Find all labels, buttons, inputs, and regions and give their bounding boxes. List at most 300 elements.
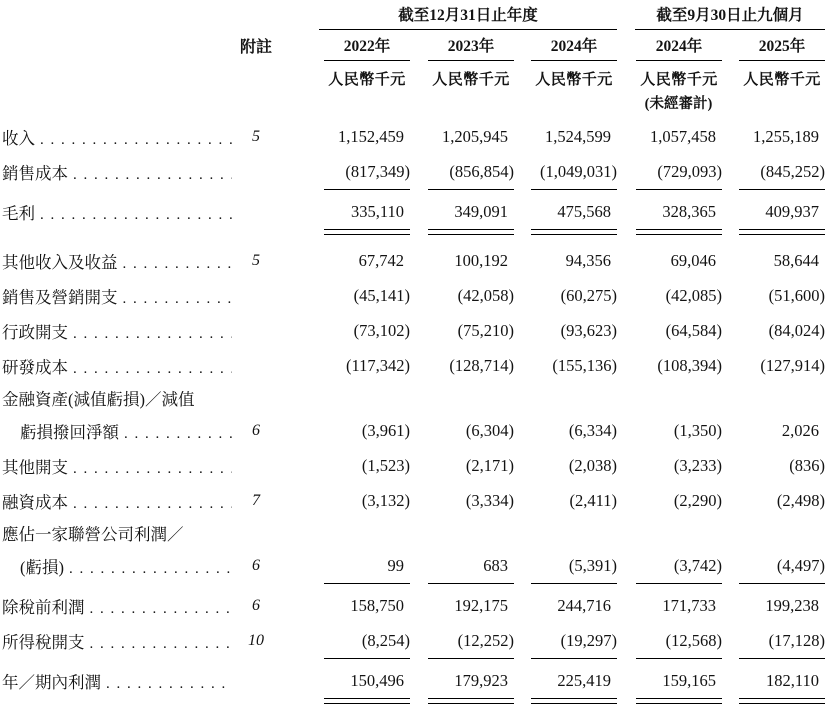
row-label	[2, 521, 234, 545]
value-cell	[722, 154, 825, 189]
group-gap	[617, 383, 635, 413]
cell-value: (817,349)	[345, 161, 410, 181]
cell-value: (60,275)	[560, 285, 618, 305]
cell-value: 94,356	[565, 250, 612, 270]
column-rule	[531, 189, 617, 190]
row-note	[234, 194, 278, 229]
group-gap	[617, 0, 635, 30]
row-label	[2, 160, 234, 184]
value-cell	[514, 154, 617, 189]
value-cell	[410, 588, 514, 623]
row-note	[234, 383, 278, 413]
table-body	[2, 119, 825, 706]
table-row	[2, 518, 825, 548]
row-label-cell	[2, 243, 234, 278]
value-cell	[514, 663, 617, 698]
row-label	[2, 249, 234, 273]
value-cell	[722, 278, 825, 313]
value-cell	[635, 663, 722, 698]
value-cell	[514, 119, 617, 154]
dot-leader	[64, 558, 232, 578]
row-label-text: 其他開支	[2, 457, 68, 477]
group-gap	[617, 623, 635, 658]
row-label-text: 年／期內利潤	[2, 672, 101, 692]
value-cell	[635, 448, 722, 483]
group-gap	[617, 348, 635, 383]
row-label	[2, 489, 234, 513]
dot-leader	[101, 673, 232, 693]
row-label-text: 銷售及營銷開支	[2, 287, 118, 307]
value-cell	[278, 154, 410, 189]
cell-value: 179,923	[454, 670, 508, 690]
value-cell	[278, 623, 410, 658]
unit-label: 人民幣千元	[743, 71, 821, 88]
value-cell	[635, 154, 722, 189]
value-cell	[635, 483, 722, 518]
value-cell	[410, 663, 514, 698]
dot-leader	[119, 423, 232, 443]
group-gap	[617, 243, 635, 278]
row-label-text: 收入	[2, 128, 35, 148]
column-rule	[428, 60, 514, 61]
unit-label: 人民幣千元	[432, 71, 510, 88]
cell-value: (1,049,031)	[540, 161, 618, 181]
row-label-cell	[2, 413, 234, 448]
table-row	[2, 548, 825, 583]
cell-value: (45,141)	[353, 285, 410, 305]
column-rule	[531, 698, 617, 704]
value-cell	[514, 483, 617, 518]
value-cell	[722, 348, 825, 383]
dot-leader	[35, 204, 232, 224]
column-rule	[739, 189, 825, 190]
table-row	[2, 448, 825, 483]
dot-leader	[68, 358, 232, 378]
value-cell	[278, 413, 410, 448]
cell-value: (3,961)	[361, 420, 410, 440]
group-annual-title: 截至12月31日止年度	[319, 3, 617, 30]
value-cell	[410, 448, 514, 483]
cell-value: 100,192	[454, 250, 508, 270]
cell-value: 171,733	[662, 595, 717, 615]
dot-leader	[68, 493, 232, 513]
value-cell	[278, 483, 410, 518]
value-cell	[722, 663, 825, 698]
column-rule	[739, 583, 825, 584]
row-label-cell	[2, 348, 234, 383]
rule-row	[2, 229, 825, 237]
year-label-9m2025: 2025年	[758, 38, 806, 55]
row-note	[234, 313, 278, 348]
value-cell	[635, 548, 722, 583]
period-group-row	[2, 0, 825, 30]
table-row	[2, 588, 825, 623]
column-rule	[636, 229, 722, 235]
column-rule	[324, 583, 410, 584]
cell-value: 1,524,599	[545, 126, 612, 146]
row-label-cell	[2, 663, 234, 698]
cell-value: (729,093)	[657, 161, 723, 181]
row-label	[2, 419, 234, 443]
cell-value: (4,497)	[776, 555, 826, 575]
row-note: 5	[252, 251, 260, 269]
value-cell	[514, 194, 617, 229]
rule-row	[2, 698, 825, 706]
row-label	[2, 554, 234, 578]
cell-value: (42,085)	[665, 285, 723, 305]
value-cell	[278, 548, 410, 583]
column-rule	[636, 658, 722, 659]
row-label-cell	[2, 588, 234, 623]
table-row	[2, 154, 825, 189]
row-label-text: 所得稅開支	[2, 632, 85, 652]
value-cell	[635, 413, 722, 448]
cell-value: (6,304)	[465, 420, 514, 440]
cell-value: (3,233)	[673, 455, 723, 475]
currency-unit-row	[2, 64, 825, 92]
row-note	[234, 518, 278, 548]
dot-leader	[35, 129, 232, 149]
column-rule	[636, 60, 722, 61]
row-label	[2, 354, 234, 378]
cell-value: 182,110	[766, 670, 820, 690]
value-cell	[635, 588, 722, 623]
value-cell	[722, 383, 825, 413]
value-cell	[410, 348, 514, 383]
table-row	[2, 663, 825, 698]
cell-value: (8,254)	[361, 630, 410, 650]
cell-value: 1,255,189	[753, 126, 820, 146]
value-cell	[278, 313, 410, 348]
dot-leader	[85, 598, 233, 618]
cell-value: 199,238	[765, 595, 820, 615]
unaudited-row	[2, 92, 825, 114]
row-note: 6	[252, 421, 260, 439]
cell-value: (1,523)	[361, 455, 410, 475]
value-cell	[722, 313, 825, 348]
table-row	[2, 413, 825, 448]
value-cell	[514, 413, 617, 448]
table-header	[2, 0, 825, 119]
value-cell	[722, 243, 825, 278]
value-cell	[635, 313, 722, 348]
group-gap	[617, 483, 635, 518]
cell-value: (6,334)	[568, 420, 618, 440]
group-gap	[617, 588, 635, 623]
value-cell	[410, 548, 514, 583]
table-row	[2, 243, 825, 278]
value-cell	[278, 588, 410, 623]
column-rule	[531, 229, 617, 235]
dot-leader	[68, 458, 232, 478]
cell-value: 1,152,459	[338, 126, 404, 146]
dot-leader	[85, 633, 233, 653]
group-gap	[617, 413, 635, 448]
column-rule	[531, 583, 617, 584]
row-note: 6	[252, 556, 260, 574]
cell-value: 158,750	[350, 595, 404, 615]
cell-value: 99	[387, 555, 404, 575]
cell-value: (5,391)	[568, 555, 618, 575]
row-note	[234, 278, 278, 313]
cell-value: (845,252)	[760, 161, 826, 181]
column-rule	[324, 189, 410, 190]
cell-value: (108,394)	[657, 355, 723, 375]
cell-value: 1,205,945	[442, 126, 508, 146]
cell-value: 192,175	[454, 595, 508, 615]
value-cell	[514, 313, 617, 348]
table-row	[2, 623, 825, 658]
column-rule	[531, 658, 617, 659]
cell-value: (2,411)	[569, 490, 618, 510]
cell-value: (51,600)	[768, 285, 826, 305]
income-statement-table	[2, 0, 825, 706]
row-label-text: 銷售成本	[2, 163, 68, 183]
year-row	[2, 30, 825, 60]
value-cell	[410, 154, 514, 189]
cell-value: (1,350)	[673, 420, 723, 440]
group-gap	[617, 448, 635, 483]
year-cell	[722, 30, 825, 60]
cell-value: 328,365	[662, 201, 717, 221]
row-note: 6	[252, 596, 260, 614]
column-rule	[428, 658, 514, 659]
cell-value: (3,334)	[465, 490, 514, 510]
cell-value: (73,102)	[353, 320, 410, 340]
table-row	[2, 483, 825, 518]
column-rule	[428, 189, 514, 190]
value-cell	[722, 448, 825, 483]
group-gap	[617, 518, 635, 548]
row-label	[2, 386, 234, 410]
value-cell	[278, 518, 410, 548]
value-cell	[410, 483, 514, 518]
year-label-9m2024: 2024年	[655, 38, 703, 55]
unit-label: 人民幣千元	[535, 71, 613, 88]
row-label-cell	[2, 154, 234, 189]
column-rule	[324, 60, 410, 61]
row-label-cell	[2, 483, 234, 518]
row-label-text: 金融資產(減值虧損)／減值	[2, 390, 195, 409]
cell-value: (12,252)	[457, 630, 514, 650]
value-cell	[722, 119, 825, 154]
row-label-text: 毛利	[2, 203, 35, 223]
cell-value: (64,584)	[665, 320, 723, 340]
group-gap	[617, 119, 635, 154]
value-cell	[514, 518, 617, 548]
row-note	[234, 348, 278, 383]
value-cell	[635, 518, 722, 548]
column-rule	[739, 698, 825, 704]
group-ninemonth-cell	[635, 0, 825, 30]
group-ninemonth-title: 截至9月30日止九個月	[635, 3, 825, 30]
column-rule	[428, 698, 514, 704]
value-cell	[410, 278, 514, 313]
cell-value: (12,568)	[665, 630, 723, 650]
table-row	[2, 278, 825, 313]
value-cell	[514, 448, 617, 483]
value-cell	[635, 623, 722, 658]
dot-leader	[68, 323, 232, 343]
cell-value: 335,110	[350, 201, 404, 221]
row-label-text: 融資成本	[2, 492, 68, 512]
unit-label: 人民幣千元	[640, 71, 718, 88]
row-note: 10	[248, 631, 264, 649]
row-note	[234, 663, 278, 698]
cell-value: (117,342)	[345, 355, 410, 375]
row-label	[2, 669, 234, 693]
row-label-cell	[2, 548, 234, 583]
year-cell	[278, 30, 410, 60]
row-label-cell	[2, 518, 234, 548]
cell-value: (856,854)	[449, 161, 514, 181]
column-rule	[531, 60, 617, 61]
row-label	[2, 454, 234, 478]
column-rule	[428, 229, 514, 235]
column-rule	[739, 658, 825, 659]
value-cell	[278, 278, 410, 313]
row-note: 5	[252, 127, 260, 145]
row-label-text: 虧損撥回淨額	[20, 422, 119, 442]
row-label	[2, 125, 234, 149]
value-cell	[278, 663, 410, 698]
row-label	[2, 629, 234, 653]
row-label-cell	[2, 194, 234, 229]
year-label-2022: 2022年	[343, 38, 391, 55]
unaudited-label: (未經審計)	[644, 96, 713, 112]
cell-value: (84,024)	[768, 320, 826, 340]
dot-leader	[118, 288, 233, 308]
value-cell	[410, 243, 514, 278]
cell-value: 475,568	[557, 201, 612, 221]
value-cell	[635, 348, 722, 383]
value-cell	[635, 119, 722, 154]
row-label	[2, 284, 234, 308]
row-label-cell	[2, 383, 234, 413]
cell-value: (155,136)	[552, 355, 618, 375]
row-label	[2, 200, 234, 224]
table-row	[2, 313, 825, 348]
row-label-cell	[2, 623, 234, 658]
value-cell	[514, 278, 617, 313]
column-rule	[636, 698, 722, 704]
cell-value: 2,026	[781, 420, 820, 440]
cell-value: (128,714)	[449, 355, 514, 375]
cell-value: 69,046	[670, 250, 717, 270]
row-note: 7	[252, 491, 260, 509]
year-label-2023: 2023年	[447, 38, 495, 55]
value-cell	[722, 413, 825, 448]
value-cell	[278, 119, 410, 154]
row-label-text: 應佔一家聯營公司利潤／	[2, 525, 184, 544]
row-note	[234, 154, 278, 189]
group-gap	[617, 194, 635, 229]
value-cell	[278, 243, 410, 278]
value-cell	[722, 588, 825, 623]
cell-value: (2,171)	[465, 455, 514, 475]
cell-value: (127,914)	[760, 355, 826, 375]
row-label-text: 行政開支	[2, 322, 68, 342]
value-cell	[722, 483, 825, 518]
column-rule	[739, 229, 825, 235]
value-cell	[722, 194, 825, 229]
value-cell	[410, 313, 514, 348]
row-note	[234, 448, 278, 483]
cell-value: 67,742	[358, 250, 404, 270]
cell-value: 409,937	[765, 201, 820, 221]
cell-value: 683	[483, 555, 508, 575]
value-cell	[410, 413, 514, 448]
cell-value: (2,498)	[776, 490, 826, 510]
cell-value: 1,057,458	[650, 126, 717, 146]
note-column-header: 附註	[239, 38, 272, 56]
value-cell	[278, 348, 410, 383]
dot-leader	[118, 253, 233, 273]
value-cell	[722, 518, 825, 548]
value-cell	[514, 548, 617, 583]
value-cell	[635, 194, 722, 229]
row-label-text: (虧損)	[20, 557, 64, 577]
value-cell	[410, 119, 514, 154]
value-cell	[514, 348, 617, 383]
row-label-cell	[2, 448, 234, 483]
cell-value: (19,297)	[560, 630, 618, 650]
cell-value: (2,290)	[673, 490, 723, 510]
cell-value: 159,165	[662, 670, 717, 690]
cell-value: (3,132)	[361, 490, 410, 510]
cell-value: (2,038)	[568, 455, 618, 475]
value-cell	[410, 383, 514, 413]
cell-value: 225,419	[557, 670, 612, 690]
table-row	[2, 383, 825, 413]
column-rule	[636, 189, 722, 190]
column-rule	[324, 698, 410, 704]
group-gap	[617, 548, 635, 583]
column-rule	[324, 658, 410, 659]
group-gap	[617, 313, 635, 348]
header-spacer	[2, 30, 234, 60]
cell-value: 150,496	[350, 670, 404, 690]
row-label-cell	[2, 278, 234, 313]
table-row	[2, 119, 825, 154]
group-gap	[617, 30, 635, 60]
value-cell	[410, 194, 514, 229]
cell-value: (42,058)	[457, 285, 514, 305]
value-cell	[410, 623, 514, 658]
value-cell	[278, 448, 410, 483]
year-cell	[514, 30, 617, 60]
row-label-cell	[2, 119, 234, 154]
cell-value: (75,210)	[457, 320, 514, 340]
column-rule	[636, 583, 722, 584]
value-cell	[514, 623, 617, 658]
cell-value: (3,742)	[673, 555, 723, 575]
dot-leader	[68, 164, 232, 184]
value-cell	[514, 588, 617, 623]
column-rule	[324, 229, 410, 235]
value-cell	[514, 383, 617, 413]
row-label-cell	[2, 313, 234, 348]
unit-label: 人民幣千元	[328, 71, 406, 88]
year-label-2024: 2024年	[550, 38, 598, 55]
value-cell	[278, 383, 410, 413]
cell-value: (17,128)	[768, 630, 826, 650]
year-cell	[635, 30, 722, 60]
cell-value: (93,623)	[560, 320, 618, 340]
row-label	[2, 594, 234, 618]
row-label-text: 除稅前利潤	[2, 597, 85, 617]
value-cell	[635, 383, 722, 413]
